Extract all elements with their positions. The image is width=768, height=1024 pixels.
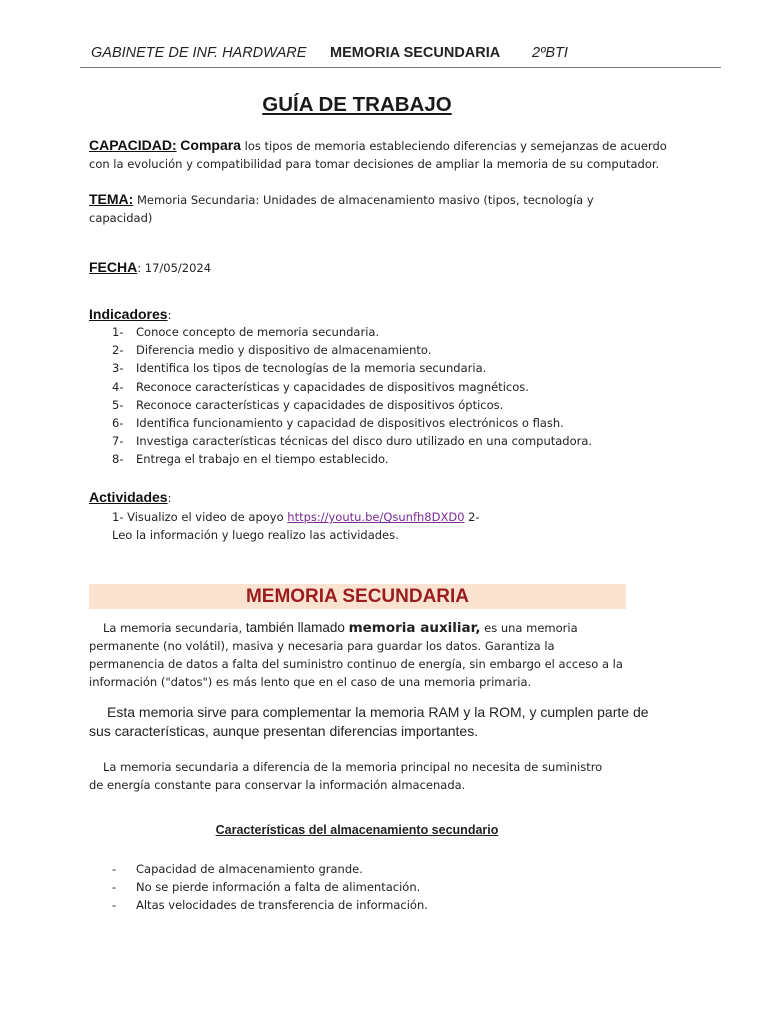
actividades-label: Actividades (89, 489, 168, 505)
p3-text: La memoria secundaria a diferencia de la memoria principal no necesita de suministro de energía constante para conservar la información almacenada. (89, 760, 603, 792)
list-item (112, 414, 592, 432)
list-item (112, 378, 592, 396)
list-item (112, 860, 428, 878)
list-item (112, 396, 592, 414)
list-item (112, 878, 428, 896)
list-item-text: Identifica funcionamiento y capacidad de dispositivos electrónicos o flash. (136, 415, 564, 430)
dash-bullet: - (112, 862, 117, 876)
list-item-text: Reconoce características y capacidades de dispositivos ópticos. (136, 397, 504, 412)
dash-bullet: - (112, 880, 117, 895)
list-item-number: 1- (112, 325, 124, 339)
actividades-step-suffix: 2- (468, 510, 480, 524)
capacidad-text: los tipos de memoria estableciendo diferencias y semejanzas de acuerdo con la evolución y compatibilidad para tomar decisiones de ampliar la memoria de su computador. (89, 139, 667, 171)
tema-block (89, 190, 609, 227)
actividades-line-1 (112, 508, 612, 526)
list-item (112, 896, 428, 914)
caracteristicas-list (112, 860, 428, 915)
fecha-block (89, 258, 689, 277)
p1-also-called: también llamado (245, 620, 345, 635)
list-item-text: Diferencia medio y dispositivo de almacenamiento. (136, 343, 432, 358)
tema-label: TEMA: (89, 191, 134, 207)
list-item-text: Capacidad de almacenamiento grande. (136, 862, 363, 876)
section-paragraph-3 (89, 758, 619, 794)
list-item-text: Conoce concepto de memoria secundaria. (136, 325, 380, 339)
header-course: GABINETE DE INF. HARDWARE (91, 45, 307, 61)
page-title: GUÍA DE TRABAJO (262, 93, 452, 116)
list-item (112, 341, 592, 359)
list-item-text: Reconoce características y capacidades de dispositivos magnéticos. (136, 379, 529, 394)
list-item-number: 7- (112, 434, 124, 449)
tema-text: Memoria Secundaria: Unidades de almacenamiento masivo (tipos, tecnología y capacidad) (89, 193, 594, 225)
indicadores-heading (89, 305, 689, 324)
list-item-number: 8- (112, 452, 124, 467)
actividades-heading (89, 488, 689, 507)
p1-rest: es una memoria permanente (no volátil), masiva y necesaria para guardar los datos. Garantiza la permanencia de datos a falta del suministro continuo de energía, sin embargo el acceso a la información ("datos") es más lento que en el caso de una memoria primaria. (89, 621, 623, 689)
list-item-text: Identifica los tipos de tecnologías de la memoria secundaria. (136, 361, 487, 376)
indicadores-colon: : (167, 308, 172, 322)
caracteristicas-heading: Características del almacenamiento secundario (215, 823, 499, 837)
list-item (112, 359, 592, 377)
list-item-text: No se pierde información a falta de alimentación. (136, 880, 421, 895)
list-item (112, 323, 592, 341)
list-item (112, 432, 592, 450)
capacidad-lead: Compara (180, 137, 241, 153)
fecha-label: FECHA (89, 259, 138, 275)
list-item-text: Altas velocidades de transferencia de información. (136, 898, 428, 913)
list-item-number: 5- (112, 397, 124, 412)
p1-bold-term: memoria auxiliar, (348, 620, 481, 636)
header-divider (80, 67, 721, 68)
fecha-value: : 17/05/2024 (137, 261, 212, 275)
header-grade: 2ºBTI (532, 45, 568, 61)
list-item-number: 6- (112, 415, 124, 430)
list-item (112, 450, 592, 468)
indicadores-label: Indicadores (89, 306, 168, 322)
video-link[interactable]: https://youtu.be/Qsunfh8DXD0 (287, 510, 465, 524)
list-item-number: 2- (112, 343, 124, 358)
section-paragraph-1 (89, 619, 629, 691)
section-title: MEMORIA SECUNDARIA (245, 586, 470, 607)
p1-start: La memoria secundaria, (103, 621, 243, 635)
actividades-colon: : (167, 491, 172, 505)
list-item-number: 4- (112, 379, 124, 394)
list-item-text: Entrega el trabajo en el tiempo establecido. (136, 452, 389, 467)
dash-bullet: - (112, 898, 117, 913)
p2-text: Esta memoria sirve para complementar la memoria RAM y la ROM, y cumplen parte de sus características, aunque presentan diferencias importantes. (89, 704, 649, 739)
list-item-text: Investiga características técnicas del disco duro utilizado en una computadora. (136, 434, 593, 449)
list-item-number: 3- (112, 361, 124, 376)
header-subject: MEMORIA SECUNDARIA (330, 45, 501, 61)
indicadores-list (112, 323, 592, 469)
actividades-step-text: 1- Visualizo el video de apoyo (112, 510, 284, 524)
capacidad-label: CAPACIDAD: (89, 137, 177, 153)
actividades-line-2: Leo la información y luego realizo las actividades. (112, 528, 399, 542)
capacidad-block (89, 136, 689, 173)
section-paragraph-2 (89, 703, 649, 741)
